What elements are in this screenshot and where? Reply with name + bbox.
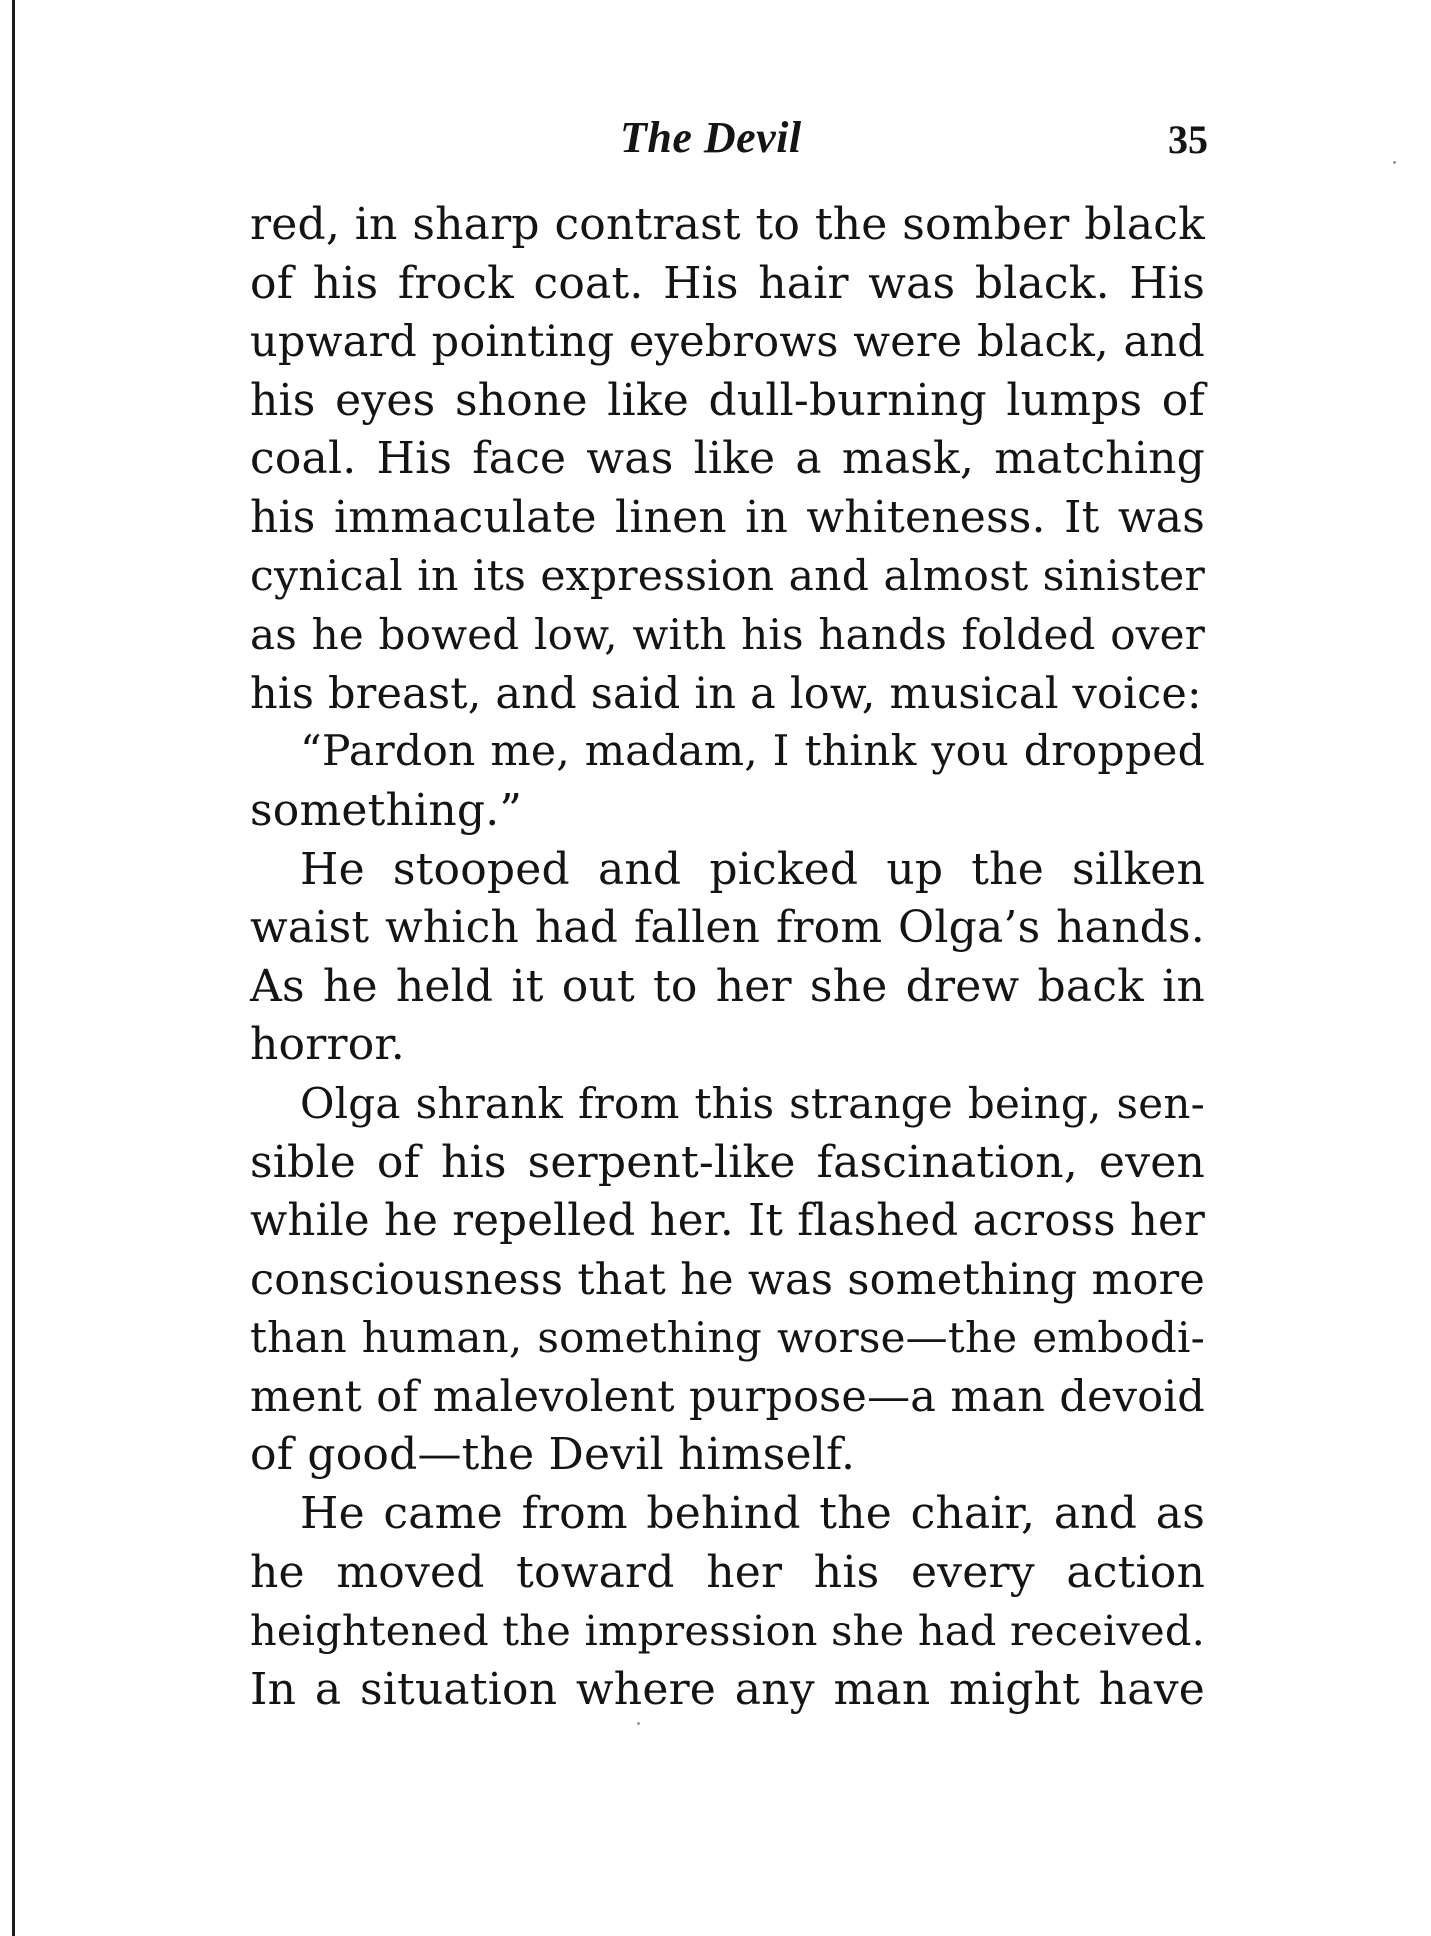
text-line: something.”: [250, 784, 523, 836]
text-line: sible of his serpent-like fascination, even: [250, 1136, 1205, 1188]
text-line: of his frock coat. His hair was black. His: [250, 257, 1205, 309]
text-line: He came from behind the chair, and as: [300, 1488, 1205, 1540]
text-line: In a situation where any man might have: [250, 1663, 1205, 1715]
text-line: coal. His face was like a mask, matching: [250, 433, 1205, 485]
text-line: As he held it out to her she drew back in: [250, 960, 1205, 1012]
text-line: consciousness that he was something more: [250, 1254, 1205, 1305]
text-line: than human, something worse—the embodi-: [250, 1313, 1205, 1363]
text-line: as he bowed low, with his hands folded over: [250, 610, 1205, 660]
text-line: cynical in its expression and almost sinister: [250, 551, 1205, 601]
text-line: “Pardon me, madam, I think you dropped: [300, 727, 1205, 777]
text-line: He stooped and picked up the silken: [300, 843, 1205, 895]
page-header: [248, 112, 1208, 172]
body-text: [250, 196, 1205, 1719]
text-line: heightened the impression she had received.: [250, 1606, 1205, 1656]
text-line: waist which had fallen from Olga’s hands.: [250, 902, 1205, 954]
text-line: while he repelled her. It flashed across her: [250, 1196, 1205, 1247]
text-line: horror.: [250, 1019, 405, 1071]
text-line: of good—the Devil himself.: [250, 1429, 856, 1481]
scan-speck: [637, 1722, 640, 1725]
text-line: red, in sharp contrast to the somber black: [250, 199, 1205, 250]
running-head: The Devil: [620, 113, 802, 162]
scan-speck: [1393, 161, 1396, 164]
text-line: upward pointing eyebrows were black, and: [250, 317, 1205, 368]
text-line: ment of malevolent purpose—a man devoid: [250, 1371, 1205, 1422]
text-line: his breast, and said in a low, musical voice:: [250, 668, 1202, 719]
text-line: he moved toward her his every action: [250, 1546, 1205, 1598]
text-line: Olga shrank from this strange being, sen-: [300, 1078, 1205, 1128]
text-line: his eyes shone like dull-burning lumps of: [250, 374, 1205, 426]
page-number: 35: [1168, 117, 1208, 162]
text-line: his immaculate linen in whiteness. It was: [250, 491, 1205, 543]
page-spine-edge: [12, 0, 15, 1936]
